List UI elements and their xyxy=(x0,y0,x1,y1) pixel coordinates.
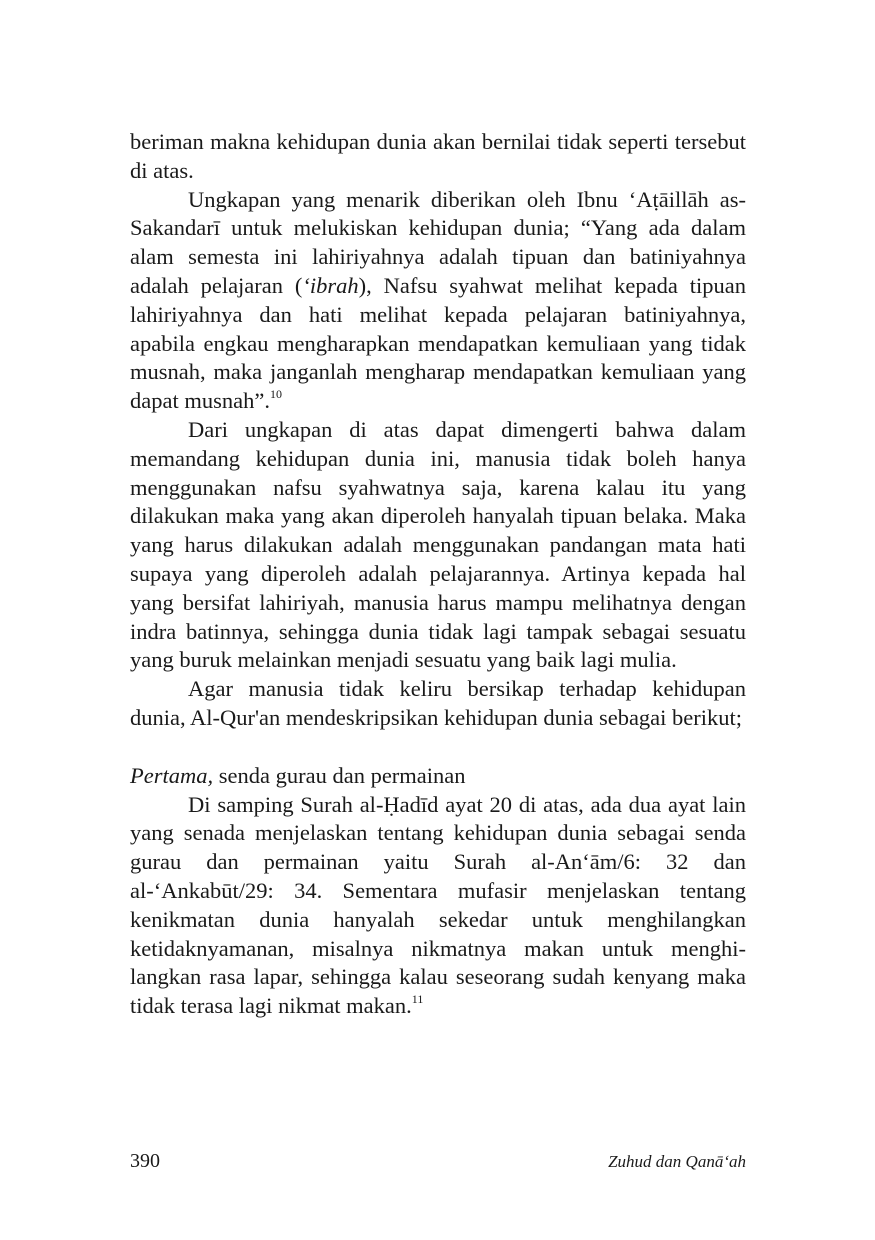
blank-line xyxy=(130,733,746,762)
heading-text: senda gurau dan permainan xyxy=(213,762,466,788)
paragraph-5 xyxy=(130,791,746,1021)
paragraph-4 xyxy=(130,675,746,733)
paragraph-text: Di samping Surah al-Ḥadīd ayat 20 di atas, ada dua ayat lain yang senada menjelaskan tentang kehidupan dunia sebagai senda gurau dan permainan yaitu Surah al-An‘ām/6: 32 dan al-‘Ankabūt/29: 34. Sementara mufasir menjelaskan tentang kenikmatan dunia hanyalah sekedar untuk menghilangkan ketidaknyamanan, misalnya nikmatnya makan untuk menghi-langkan rasa lapar, sehingga kalau seseorang sudah kenyang maka tidak terasa lagi nikmat makan. xyxy=(130,791,746,1019)
italic-term: ‘ibrah xyxy=(302,272,359,298)
page-number: 390 xyxy=(130,1150,160,1172)
section-heading xyxy=(130,762,746,791)
paragraph-text: beriman makna kehidupan dunia akan bernilai tidak seperti tersebut di atas. xyxy=(130,129,746,183)
footnote-marker: 10 xyxy=(269,386,282,401)
paragraph-text: ), Nafsu syahwat melihat kepada tipuan lahiriyahnya dan hati melihat kepada pelajaran batiniyahnya, apabila engkau mengharapkan mendapatkan kemuliaan yang tidak musnah, maka janganlah mengharap mendapatkan kemuliaan yang dapat musnah”. xyxy=(130,272,746,414)
heading-italic: Pertama, xyxy=(130,762,214,788)
footnote-marker: 11 xyxy=(411,991,424,1006)
running-title: Zuhud dan Qanā‘ah xyxy=(608,1152,746,1171)
paragraph-text: Agar manusia tidak keliru bersikap terhadap kehidupan dunia, Al-Qur'an mendeskripsikan kehidupan dunia sebagai berikut; xyxy=(130,676,746,730)
page-footer xyxy=(130,1150,746,1174)
paragraph-text: Dari ungkapan di atas dapat dimengerti bahwa dalam memandang kehidupan dunia ini, manusia tidak boleh hanya menggunakan nafsu syahwatnya saja, karena kalau itu yang dilakukan maka yang akan diperoleh hanyalah tipuan belaka. Maka yang harus dilakukan adalah menggunakan pandangan mata hati supaya yang diperoleh adalah pelajarannya. Artinya kepada hal yang bersifat lahiriyah, manusia harus mampu melihatnya dengan indra batinnya, sehingga dunia tidak lagi tampak sebagai sesuatu yang buruk melainkan menjadi sesuatu yang baik lagi mulia. xyxy=(130,416,746,673)
paragraph-2 xyxy=(130,186,746,416)
page-body xyxy=(130,128,746,1021)
paragraph-1 xyxy=(130,128,746,186)
paragraph-3 xyxy=(130,416,746,675)
paragraph-text: Ungkapan yang menarik diberikan oleh Ibnu ‘Aṭāillāh as-Sakandarī untuk melukiskan kehidupan dunia; “Yang ada dalam alam semesta ini lahiriyahnya adalah tipuan dan batiniyahnya adalah pelajaran ( xyxy=(130,186,746,298)
